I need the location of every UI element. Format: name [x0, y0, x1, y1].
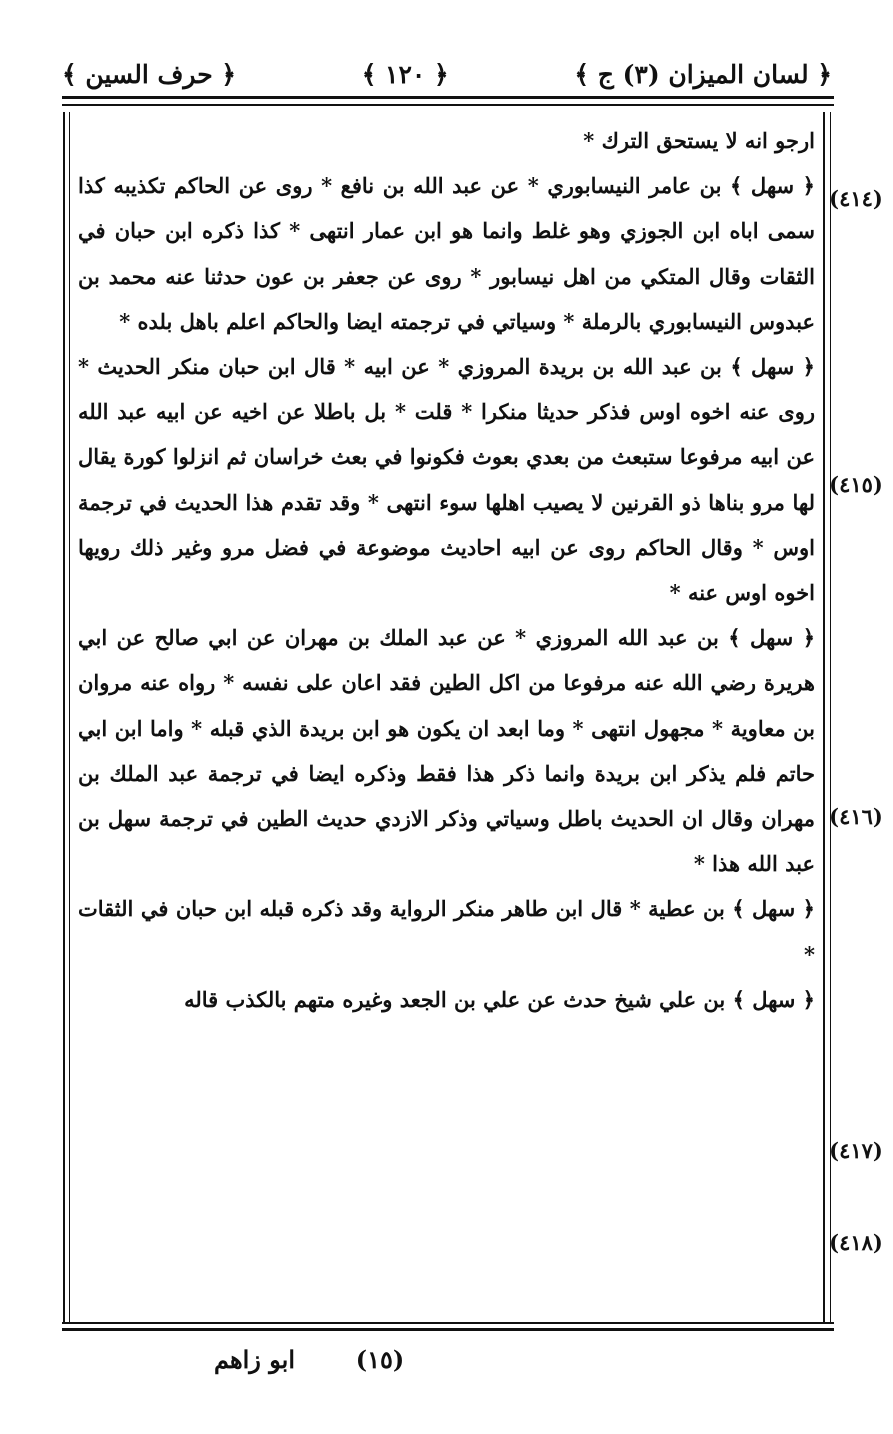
header-book-title: ﴿ لسان الميزان (٣) ج ﴾: [574, 59, 832, 89]
entry-paragraph: [78, 886, 815, 976]
entry-number: (٤١٦): [829, 804, 883, 829]
entry-paragraph: [78, 118, 815, 163]
entry-number: (٤١٥): [829, 472, 883, 497]
footer-signature-name: ابو زاهم: [214, 1345, 295, 1374]
main-text: [78, 118, 815, 1318]
entry-paragraph: [78, 344, 815, 615]
entry-text: بن عامر النيسابوري * عن عبد الله بن نافع * روى عن الحاكم تكذيبه كذا سمى اباه ابن الجوزي وهو غلط وانما هو ابن عمار انتهى * كذا ذكره ابن حبان في الثقات وقال المتكي من اهل نيسابور * روى عن جعفر بن عون حدثنا عنه محمد بن عبدوس النيسابوري بالرملة * وسياتي في ترجمته ايضا والحاكم اعلم باهل بلده *: [78, 173, 815, 334]
entry-number: (٤١٧): [829, 1138, 883, 1163]
entry-paragraph: [78, 977, 815, 1022]
entry-text: بن عبد الله بن بريدة المروزي * عن ابيه * قال ابن حبان منكر الحديث * روى عنه اخوه اوس فذكر حديثا منكرا * قلت * بل باطلا عن اخيه عن ابيه عبد الله عن ابيه مرفوعا ستبعث من بعدي بعوث فكونوا في بعث خراسان ثم انزلوا كورة يقال لها مرو بناها ذو القرنين لا يصيب اهلها سوء انتهى * وقد تقدم هذا الحديث في ترجمة اوس * وقال الحاكم روى عن ابيه احاديث موضوعة في فضل مرو وغير ذلك رويها اخوه اوس عنه *: [78, 354, 815, 606]
entry-text: بن علي شيخ حدث عن علي بن الجعد وغيره متهم بالكذب قاله: [184, 986, 733, 1012]
entry-heading: ﴿ سهل ﴾: [730, 173, 815, 199]
entry-text: ارجو انه لا يستحق الترك *: [583, 128, 815, 153]
header-rule: [62, 96, 834, 99]
entry-heading: ﴿ سهل ﴾: [730, 354, 815, 380]
header-section-title: ﴿ حرف السين ﴾: [62, 59, 237, 89]
header-rule-inner: [62, 104, 834, 106]
entry-heading: ﴿ سهل ﴾: [728, 625, 815, 651]
frame-right-rule: [823, 112, 825, 1322]
footer-signature-number: (١٥): [355, 1345, 405, 1374]
entry-number: (٤١٨): [829, 1230, 883, 1255]
frame-left-rule-inner: [69, 112, 70, 1322]
entry-paragraph: [78, 163, 815, 344]
page-header: [62, 48, 832, 100]
entry-heading: ﴿ سهل ﴾: [732, 986, 815, 1012]
entry-heading: ﴿ سهل ﴾: [732, 896, 815, 922]
entry-text: بن عطية * قال ابن طاهر منكر الرواية وقد ذكره قبله ابن حبان في الثقات *: [78, 896, 815, 967]
frame-left-rule: [63, 112, 65, 1322]
entry-number: (٤١٤): [829, 186, 883, 211]
footer-rule-inner: [62, 1322, 834, 1324]
entry-paragraph: [78, 615, 815, 886]
header-page-number: ﴿ ١٢٠ ﴾: [361, 59, 449, 89]
footer-rule: [62, 1328, 834, 1331]
entry-text: بن عبد الله المروزي * عن عبد الملك بن مهران عن ابي صالح عن ابي هريرة رضي الله عنه مرفوعا من اكل الطين فقد اعان على نفسه * رواه عنه مروان بن معاوية * مجهول انتهى * وما ابعد ان يكون هو ابن بريدة الذي قبله * واما ابن ابي حاتم فلم يذكر ابن بريدة وانما ذكر هذا فقط وذكره ايضا في ترجمة عبد الملك بن مهران وقال ان الحديث باطل وسياتي وذكر الازدي حديث الطين في ترجمة سهل بن عبد الله هذا *: [78, 625, 815, 877]
